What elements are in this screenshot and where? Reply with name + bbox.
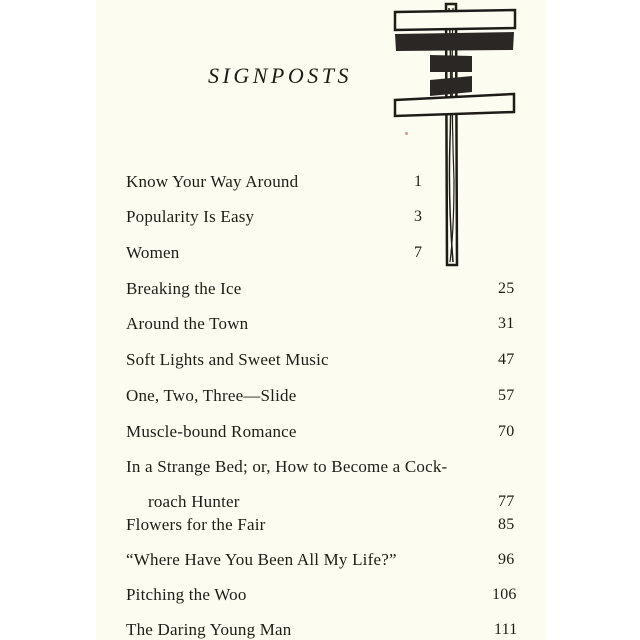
toc-title: Around the Town <box>126 314 249 333</box>
toc-page-number: 3 <box>414 208 423 225</box>
toc-page-number: 111 <box>494 621 518 638</box>
toc-title: The Daring Young Man <box>126 620 292 639</box>
toc-page-number: 25 <box>498 280 515 297</box>
toc-page-number: 57 <box>498 387 515 404</box>
toc-page-number: 96 <box>498 551 515 568</box>
toc-title: Popularity Is Easy <box>126 207 255 226</box>
toc-title: Soft Lights and Sweet Music <box>126 350 329 369</box>
toc-title: “Where Have You Been All My Life?” <box>126 550 397 569</box>
toc-title: Breaking the Ice <box>126 279 242 298</box>
toc-title: Flowers for the Fair <box>126 515 266 534</box>
toc-page-number: 1 <box>414 173 423 190</box>
toc-page-number: 7 <box>414 244 423 261</box>
toc-page-number: 85 <box>498 516 515 533</box>
toc-page-number: 77 <box>498 493 515 510</box>
page-title: SIGNPOSTS <box>208 63 352 88</box>
toc-page-number: 31 <box>498 315 515 332</box>
toc-page-number: 47 <box>498 351 515 368</box>
toc-title: Muscle-bound Romance <box>126 422 297 441</box>
toc-title: Pitching the Woo <box>126 585 247 604</box>
toc-title: Women <box>126 243 180 262</box>
toc-page-number: 106 <box>492 586 517 603</box>
toc-title-continuation: roach Hunter <box>148 492 240 511</box>
toc-page-number: 70 <box>498 423 515 440</box>
toc-title: In a Strange Bed; or, How to Become a Cock- <box>126 457 448 476</box>
toc-title: Know Your Way Around <box>126 172 299 191</box>
toc-title: One, Two, Three—Slide <box>126 386 297 405</box>
